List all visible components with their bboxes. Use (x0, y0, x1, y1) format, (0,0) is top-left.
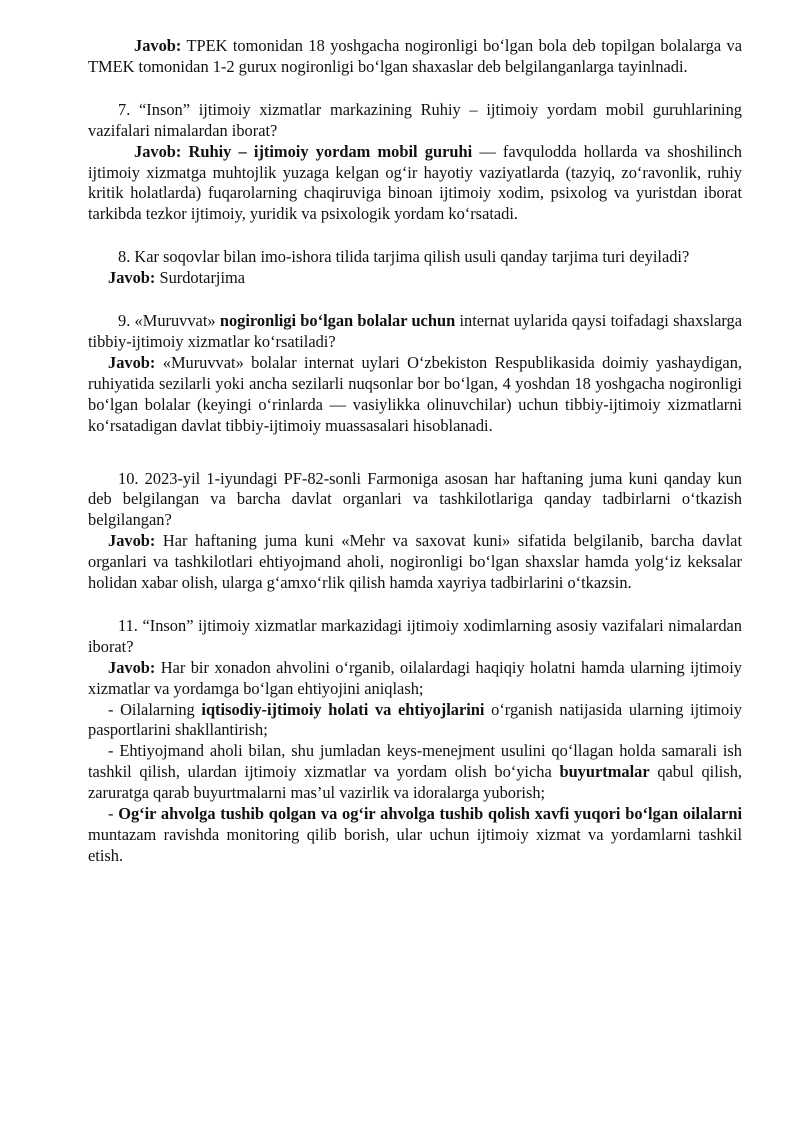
answer-10 (88, 531, 742, 594)
answer-text: Har haftaning juma kuni «Mehr va saxovat kuni» sifatida belgilanib, barcha davlat organlari va tashkilotlari ehtiyojmand aholi, nogironligi bo‘lgan shaxslar hamda yolg‘iz keksalar holidan xabar olish, ularga g‘amxo‘rlik qilish hamda xayriya tadbirlarini o‘tkazsin. (88, 531, 742, 593)
answer-label: Javob: (108, 531, 156, 551)
answer-bold-text: Ruhiy – ijtimoiy yordam mobil guruhi (181, 141, 473, 161)
answer-label: Javob: (134, 36, 182, 55)
answer-label: Javob: (134, 141, 182, 161)
question-8: 8. Kar soqovlar bilan imo-ishora tilida tarjima qilish usuli qanday tarjima turi deyiladi? (118, 247, 690, 267)
answer-text: Har bir xonadon ahvolini o‘rganib, oilalardagi haqiqiy holatni hamda ularning ijtimoiy xizmatlar va yordamga bo‘lgan ehtiyojini aniqlash; (88, 657, 742, 698)
list-item-2: - Ehtiyojmand aholi bilan, shu jumladan keys-menejment usulini qo‘llagan holda samarali ish tashkil qilish, ulardan ijtimoiy xizmatlar va yordam olish bo‘yicha buyurtmalar qabul qilish, zaruratga qarab buyurtmalarni mas’ul vazirlik va idoralarga yuborish; (88, 741, 742, 803)
question-11: 11. “Inson” ijtimoiy xizmatlar markazidagi ijtimoiy xodimlarning asosiy vazifalari nimalardan iborat? (88, 615, 742, 656)
answer-label: Javob: (108, 352, 156, 372)
answer-label: Javob: (108, 657, 156, 677)
answer-7 (88, 142, 742, 226)
list-item-1: - Oilalarning iqtisodiy-ijtimoiy holati va ehtiyojlarini o‘rganish natijasida ularning ijtimoiy pasportlarini shakllantirish; (88, 699, 742, 740)
answer-text: TPEK tomonidan 18 yoshgacha nogironligi bo‘lgan bola deb topilgan bolalarga va TMEK tomonidan 1-2 gurux nogironligi bo‘lgan shaxaslar deb belgilanganlarga tayinlnadi. (88, 36, 742, 76)
question-10: 10. 2023-yil 1-iyundagi PF-82-sonli Farmoniga asosan har haftaning juma kuni qanday kun deb belgilangan va barcha davlat organlari va tashkilotlariga qanday tadbirlarni o‘tkazish belgilangan? (88, 468, 742, 530)
list-item-bold-text: Og‘ir ahvolga tushib qolgan va og‘ir ahvolga tushib qolish xavfi yuqori bo‘lgan oilalarni (118, 804, 742, 824)
answer-label: Javob: (108, 268, 156, 288)
question-7: 7. “Inson” ijtimoiy xizmatlar markazining Ruhiy – ijtimoiy yordam mobil guruhlarining vazifalari nimalardan iborat? (88, 99, 742, 140)
answer-8 (88, 268, 742, 289)
answer-9 (88, 353, 742, 437)
list-item-3: - Og‘ir ahvolga tushib qolgan va og‘ir ahvolga tushib qolish xavfi yuqori bo‘lgan oilalarni muntazam ravishda monitoring qilib borish, ular uchun ijtimoiy xizmat va yordamlarni tashkil etish. (88, 804, 742, 865)
answer-text: Surdotarjima (155, 268, 246, 288)
answer-text: — favqulodda hollarda va shoshilinch ijtimoiy xizmatga muhtojlik yuzaga kelgan og‘ir hayotiy vaziyatlarda (tazyiq, zo‘ravonlik, ruhiy kritik holatlarda) fuqarolarning chaqiruviga binoan ijtimoiy xodim, psixolog va yuristdan iborat tarkibda tezkor ijtimoiy, yuridik va psixologik yordam ko‘rsatadi. (88, 141, 742, 224)
answer-11 (88, 658, 742, 700)
question-9: 9. «Muruvvat» nogironligi bo‘lgan bolalar uchun internat uylarida qaysi toifadagi shaxslarga tibbiy-ijtimoiy xizmatlar ko‘rsatiladi? (88, 311, 742, 351)
list-item-bold-text: iqtisodiy-ijtimoiy holati va ehtiyojlarini (201, 699, 485, 719)
answer-text: «Muruvvat» bolalar internat uylari O‘zbekiston Respublikasida doimiy yashaydigan, ruhiyatida sezilarli yoki ancha sezilarli nuqsonlar bor bo‘lgan, 4 yoshdan 18 yoshgacha nogironligi bo‘lgan bolalar (keyingi o‘rinlarda — vasiylikka olinuvchilar) uchun tibbiy-ijtimoiy xizmatlarni ko‘rsatadigan davlat tibbiy-ijtimoiy muassasalari hisoblanadi. (88, 352, 742, 435)
question-bold-text: nogironligi bo‘lgan bolalar uchun (219, 311, 456, 331)
answer-6 (88, 36, 742, 78)
document-page (88, 36, 742, 867)
list-item-bold-text: buyurtmalar (559, 762, 650, 782)
